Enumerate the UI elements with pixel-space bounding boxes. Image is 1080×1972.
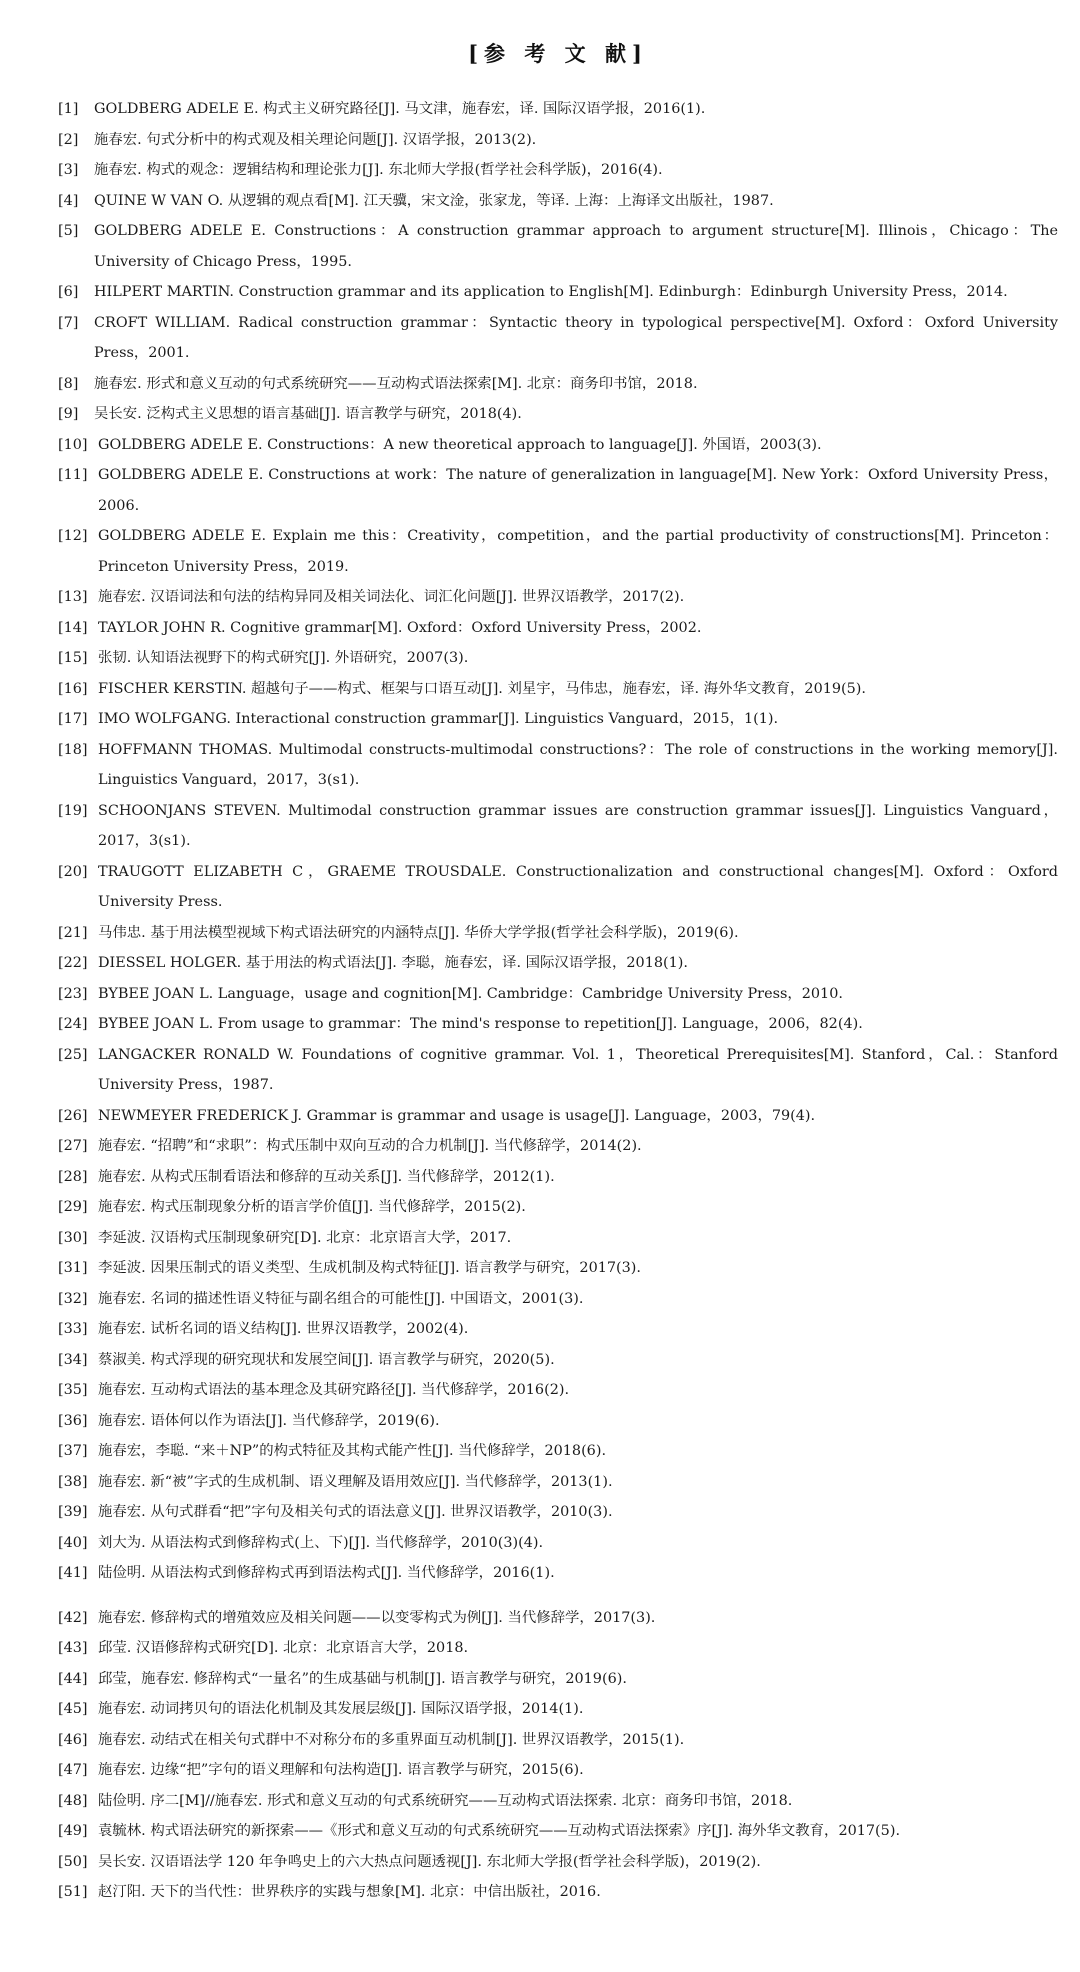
reference-item	[58, 399, 1058, 430]
reference-item	[58, 277, 1058, 308]
reference-text: GOLDBERG ADELE E. Explain me this：Creativity，competition，and the partial productivity of constructions[M]. Princeton：Princeton University Press，2019.	[98, 528, 1058, 575]
reference-number: [49]	[58, 1823, 88, 1839]
reference-item	[58, 186, 1058, 217]
reference-item	[58, 1375, 1058, 1406]
reference-number: [40]	[58, 1534, 88, 1551]
reference-number: [44]	[58, 1670, 88, 1687]
reference-text: 袁毓林. 构式语法研究的新探索——《形式和意义互动的句式系统研究——互动构式语法探索》序[J]. 海外华文教育，2017(5).	[98, 1823, 901, 1839]
reference-item	[58, 1314, 1058, 1345]
reference-number: [46]	[58, 1731, 88, 1748]
reference-number: [33]	[58, 1321, 88, 1337]
reference-text: 马伟忠. 基于用法模型视域下构式语法研究的内涵特点[J]. 华侨大学学报(哲学社会科学版)，2019(6).	[98, 924, 739, 941]
reference-text: 施春宏. 边缘“把”字句的语义理解和句法构造[J]. 语言教学与研究，2015(6).	[98, 1762, 584, 1778]
reference-item	[58, 1633, 1058, 1664]
reference-text: GOLDBERG ADELE E. 构式主义研究路径[J]. 马文津，施春宏，译. 国际汉语学报，2016(1).	[94, 101, 706, 117]
reference-number: [37]	[58, 1443, 88, 1459]
references-list	[58, 94, 1058, 1908]
reference-item	[58, 857, 1058, 918]
reference-number: [18]	[58, 741, 88, 758]
reference-item	[58, 1284, 1058, 1315]
reference-text: 施春宏. 语体何以作为语法[J]. 当代修辞学，2019(6).	[98, 1412, 440, 1429]
reference-number: [3]	[58, 162, 79, 178]
reference-text: 施春宏. 动词拷贝句的语法化机制及其发展层级[J]. 国际汉语学报，2014(1).	[98, 1701, 584, 1717]
reference-item	[58, 216, 1058, 277]
reference-number: [9]	[58, 406, 79, 422]
reference-number: [2]	[58, 131, 79, 148]
reference-number: [28]	[58, 1168, 88, 1185]
reference-number: [21]	[58, 924, 88, 941]
reference-text: 施春宏. 互动构式语法的基本理念及其研究路径[J]. 当代修辞学，2016(2).	[98, 1382, 570, 1398]
reference-number: [47]	[58, 1762, 88, 1778]
reference-number: [36]	[58, 1412, 88, 1429]
reference-number: [25]	[58, 1046, 88, 1063]
reference-text: 施春宏. 汉语词法和句法的结构异同及相关词法化、词汇化问题[J]. 世界汉语教学，2017(2).	[98, 589, 685, 605]
reference-text: BYBEE JOAN L. Language，usage and cognition[M]. Cambridge：Cambridge University Press，2010.	[98, 985, 843, 1002]
reference-text: IMO WOLFGANG. Interactional construction grammar[J]. Linguistics Vanguard，2015，1(1).	[98, 711, 779, 727]
reference-item	[58, 125, 1058, 156]
reference-number: [43]	[58, 1640, 88, 1656]
reference-text: NEWMEYER FREDERICK J. Grammar is grammar and usage is usage[J]. Language，2003，79(4).	[98, 1107, 816, 1124]
reference-text: 施春宏. “招聘”和“求职”：构式压制中双向互动的合力机制[J]. 当代修辞学，2014(2).	[98, 1138, 642, 1154]
reference-item	[58, 1497, 1058, 1528]
reference-item	[58, 1694, 1058, 1725]
reference-text: 施春宏. 构式压制现象分析的语言学价值[J]. 当代修辞学，2015(2).	[98, 1199, 526, 1215]
reference-number: [48]	[58, 1792, 88, 1809]
reference-number: [4]	[58, 192, 79, 209]
reference-text: 施春宏. 动结式在相关句式群中不对称分布的多重界面互动机制[J]. 世界汉语教学，2015(1).	[98, 1731, 685, 1748]
reference-item	[58, 1725, 1058, 1756]
reference-number: [8]	[58, 375, 79, 392]
reference-item	[58, 948, 1058, 979]
reference-item	[58, 1009, 1058, 1040]
reference-item	[58, 1040, 1058, 1101]
reference-number: [19]	[58, 802, 88, 819]
reference-text: 蔡淑美. 构式浮现的研究现状和发展空间[J]. 语言教学与研究，2020(5).	[98, 1351, 555, 1368]
reference-text: 李延波. 汉语构式压制现象研究[D]. 北京：北京语言大学，2017.	[98, 1229, 512, 1246]
reference-text: 施春宏. 名词的描述性语义特征与副名组合的可能性[J]. 中国语文，2001(3).	[98, 1290, 584, 1307]
reference-text: TAYLOR JOHN R. Cognitive grammar[M]. Oxford：Oxford University Press，2002.	[98, 619, 702, 636]
reference-item	[58, 613, 1058, 644]
reference-text: 施春宏. 从句式群看“把”字句及相关句式的语法意义[J]. 世界汉语教学，2010(3).	[98, 1504, 613, 1520]
reference-number: [20]	[58, 863, 88, 880]
reference-number: [45]	[58, 1701, 88, 1717]
reference-item	[58, 1406, 1058, 1437]
reference-item	[58, 582, 1058, 613]
reference-number: [22]	[58, 955, 88, 971]
reference-text: 邱莹，施春宏. 修辞构式“一量名”的生成基础与机制[J]. 语言教学与研究，2019(6).	[98, 1670, 627, 1687]
reference-item	[58, 1192, 1058, 1223]
reference-text: 施春宏，李聪. “来＋NP”的构式特征及其构式能产性[J]. 当代修辞学，2018(6).	[98, 1443, 607, 1459]
reference-number: [14]	[58, 619, 88, 636]
reference-number: [27]	[58, 1138, 88, 1154]
reference-number: [16]	[58, 680, 88, 697]
reference-text: 吴长安. 泛构式主义思想的语言基础[J]. 语言教学与研究，2018(4).	[94, 406, 522, 422]
reference-item	[58, 704, 1058, 735]
reference-item	[58, 1528, 1058, 1559]
reference-item	[58, 1755, 1058, 1786]
reference-number: [39]	[58, 1504, 88, 1520]
reference-item	[58, 369, 1058, 400]
reference-number: [35]	[58, 1382, 88, 1398]
reference-number: [15]	[58, 650, 88, 666]
reference-text: 施春宏. 形式和意义互动的句式系统研究——互动构式语法探索[M]. 北京：商务印书馆，2018.	[94, 375, 698, 392]
reference-number: [11]	[58, 467, 88, 483]
reference-item	[58, 1223, 1058, 1254]
reference-text: 陆俭明. 从语法构式到修辞构式再到语法构式[J]. 当代修辞学，2016(1).	[98, 1565, 555, 1581]
reference-number: [50]	[58, 1853, 88, 1870]
reference-number: [23]	[58, 985, 88, 1002]
reference-item	[58, 1253, 1058, 1284]
reference-item	[58, 1847, 1058, 1878]
reference-item	[58, 1436, 1058, 1467]
reference-text: TRAUGOTT ELIZABETH C，GRAEME TROUSDALE. Constructionalization and constructional changes[M]. Oxford：Oxford University Press.	[98, 863, 1058, 910]
reference-item	[58, 94, 1058, 125]
reference-number: [30]	[58, 1229, 88, 1246]
reference-text: SCHOONJANS STEVEN. Multimodal construction grammar issues are construction grammar issues[J]. Linguistics Vanguard，2017，3(s1).	[98, 802, 1058, 849]
reference-number: [29]	[58, 1199, 88, 1215]
reference-item	[58, 1664, 1058, 1695]
reference-item	[58, 918, 1058, 949]
reference-number: [24]	[58, 1016, 88, 1032]
reference-text: 吴长安. 汉语语法学 120 年争鸣史上的六大热点问题透视[J]. 东北师大学报(哲学社会科学版)，2019(2).	[98, 1853, 761, 1870]
reference-text: HOFFMANN THOMAS. Multimodal constructs-multimodal constructions?：The role of constructions in the working memory[J]. Linguistics Vanguard，2017，3(s1).	[98, 741, 1058, 788]
reference-number: [31]	[58, 1260, 88, 1276]
reference-text: BYBEE JOAN L. From usage to grammar：The mind's response to repetition[J]. Language，2006，82(4).	[98, 1016, 863, 1032]
reference-item	[58, 1603, 1058, 1634]
reference-item	[58, 1131, 1058, 1162]
reference-number: [38]	[58, 1473, 88, 1490]
reference-text: 刘大为. 从语法构式到修辞构式(上、下)[J]. 当代修辞学，2010(3)(4).	[98, 1534, 544, 1551]
reference-item	[58, 1558, 1058, 1589]
reference-text: HILPERT MARTIN. Construction grammar and its application to English[M]. Edinburgh：Edinburgh University Press，2014.	[94, 284, 1008, 300]
reference-text: 施春宏. 从构式压制看语法和修辞的互动关系[J]. 当代修辞学，2012(1).	[98, 1168, 555, 1185]
reference-text: 施春宏. 新“被”字式的生成机制、语义理解及语用效应[J]. 当代修辞学，2013(1).	[98, 1473, 613, 1490]
reference-item	[58, 1816, 1058, 1847]
reference-number: [34]	[58, 1351, 88, 1368]
reference-item	[58, 643, 1058, 674]
reference-text: 施春宏. 构式的观念：逻辑结构和理论张力[J]. 东北师大学报(哲学社会科学版)，2016(4).	[94, 162, 663, 178]
reference-text: FISCHER KERSTIN. 超越句子——构式、框架与口语互动[J]. 刘星宇，马伟忠，施春宏，译. 海外华文教育，2019(5).	[98, 680, 866, 697]
reference-number: [13]	[58, 589, 88, 605]
reference-text: GOLDBERG ADELE E. Constructions：A construction grammar approach to argument structure[M]. Illinois，Chicago：The University of Chicago Press，1995.	[94, 223, 1058, 270]
reference-text: DIESSEL HOLGER. 基于用法的构式语法[J]. 李聪，施春宏，译. 国际汉语学报，2018(1).	[98, 955, 688, 971]
reference-text: GOLDBERG ADELE E. Constructions：A new theoretical approach to language[J]. 外国语，2003(3).	[98, 436, 822, 453]
reference-text: CROFT WILLIAM. Radical construction grammar：Syntactic theory in typological perspective[M]. Oxford：Oxford University Press，2001.	[94, 314, 1058, 361]
reference-text: 施春宏. 试析名词的语义结构[J]. 世界汉语教学，2002(4).	[98, 1321, 469, 1337]
reference-text: 施春宏. 句式分析中的构式观及相关理论问题[J]. 汉语学报，2013(2).	[94, 131, 537, 148]
reference-item	[58, 155, 1058, 186]
reference-number: [10]	[58, 436, 88, 453]
reference-item	[58, 1467, 1058, 1498]
reference-item	[58, 796, 1058, 857]
reference-item	[58, 460, 1058, 521]
reference-text: LANGACKER RONALD W. Foundations of cognitive grammar. Vol. 1，Theoretical Prerequisites[M]. Stanford，Cal.：Stanford University Press，1987.	[98, 1046, 1058, 1093]
reference-number: [17]	[58, 711, 88, 727]
reference-number: [51]	[58, 1884, 88, 1900]
reference-number: [41]	[58, 1565, 88, 1581]
reference-item	[58, 735, 1058, 796]
reference-item	[58, 979, 1058, 1010]
reference-text: 陆俭明. 序二[M]//施春宏. 形式和意义互动的句式系统研究——互动构式语法探索. 北京：商务印书馆，2018.	[98, 1792, 793, 1809]
reference-item	[58, 1101, 1058, 1132]
reference-item	[58, 308, 1058, 369]
reference-item	[58, 674, 1058, 705]
references-heading: [参 考 文 献]	[468, 41, 648, 66]
reference-text: 张韧. 认知语法视野下的构式研究[J]. 外语研究，2007(3).	[98, 650, 469, 666]
reference-item	[58, 1162, 1058, 1193]
reference-number: [7]	[58, 314, 79, 331]
reference-text: 施春宏. 修辞构式的增殖效应及相关问题——以变零构式为例[J]. 当代修辞学，2017(3).	[98, 1609, 656, 1626]
reference-text: 李延波. 因果压制式的语义类型、生成机制及构式特征[J]. 语言教学与研究，2017(3).	[98, 1260, 641, 1276]
reference-text: GOLDBERG ADELE E. Constructions at work：The nature of generalization in language[M]. New York：Oxford University Press，2006.	[98, 467, 1058, 514]
reference-item	[58, 1786, 1058, 1817]
reference-number: [32]	[58, 1290, 88, 1307]
reference-number: [6]	[58, 284, 79, 300]
reference-item	[58, 430, 1058, 461]
reference-number: [12]	[58, 528, 88, 544]
reference-number: [1]	[58, 101, 79, 117]
reference-item	[58, 1345, 1058, 1376]
reference-number: [5]	[58, 223, 79, 239]
reference-text: 邱莹. 汉语修辞构式研究[D]. 北京：北京语言大学，2018.	[98, 1640, 469, 1656]
reference-item	[58, 1877, 1058, 1908]
reference-text: QUINE W VAN O. 从逻辑的观点看[M]. 江天骥，宋文淦，张家龙，等译. 上海：上海译文出版社，1987.	[94, 192, 774, 209]
reference-text: 赵汀阳. 天下的当代性：世界秩序的实践与想象[M]. 北京：中信出版社，2016.	[98, 1884, 601, 1900]
reference-number: [26]	[58, 1107, 88, 1124]
reference-item	[58, 521, 1058, 582]
reference-number: [42]	[58, 1609, 88, 1626]
